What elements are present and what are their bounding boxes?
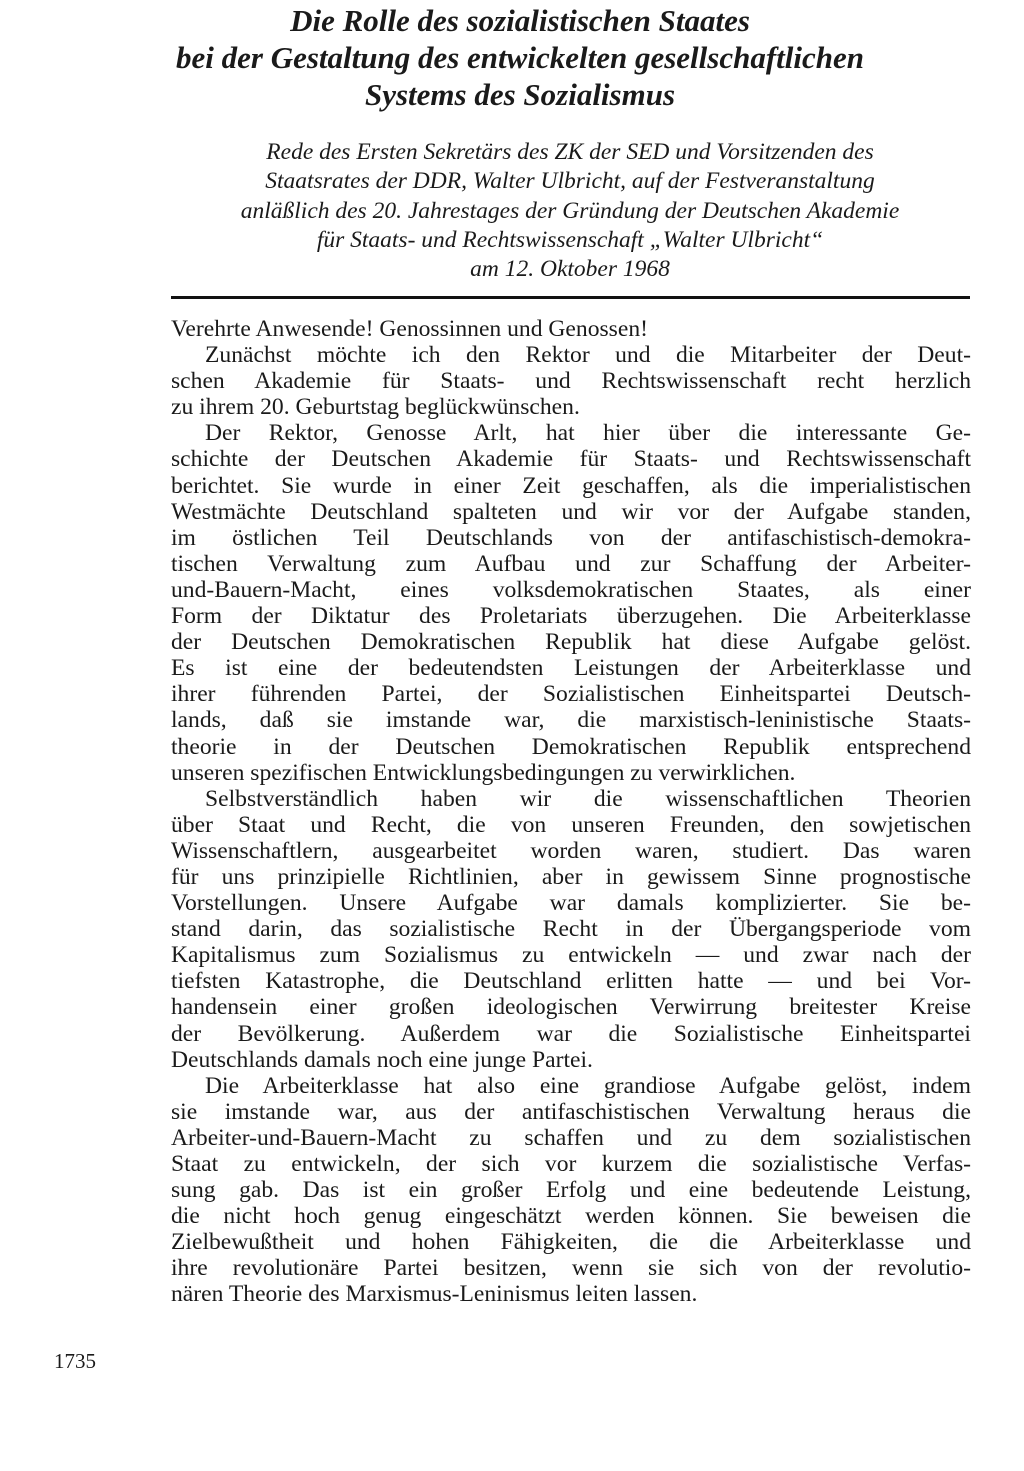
text-line: tischen Verwaltung zum Aufbau und zur Schaffung der Arbeiter- (171, 550, 971, 577)
text-line: Kapitalismus zum Sozialismus zu entwickeln — und zwar nach der (171, 942, 971, 969)
text-line: ihre revolutionäre Partei besitzen, wenn sie sich von der revolutio- (171, 1255, 971, 1282)
text-line: für uns prinzipielle Richtlinien, aber in gewissem Sinne prognostische (171, 863, 971, 890)
text-line: Die Arbeiterklasse hat also eine grandiose Aufgabe gelöst, indem (205, 1072, 971, 1099)
text-line: handensein einer großen ideologischen Verwirrung breitester Kreise (171, 994, 971, 1021)
text-line: Es ist eine der bedeutendsten Leistungen der Arbeiterklasse und (171, 655, 971, 682)
subtitle-line: Rede des Ersten Sekretärs des ZK der SED und Vorsitzenden des (266, 139, 874, 165)
subtitle-line: für Staats- und Rechtswissenschaft „Walter Ulbricht“ (316, 226, 824, 253)
text-line: sung gab. Das ist ein großer Erfolg und eine bedeutende Leistung, (171, 1177, 971, 1204)
text-line: ihrer führenden Partei, der Sozialistischen Einheitspartei Deutsch- (171, 681, 971, 708)
subtitle-line: Staatsrates der DDR, Walter Ulbricht, auf der Festveranstaltung (265, 168, 875, 195)
text-line: Vorstellungen. Unsere Aufgabe war damals komplizierter. Sie be- (171, 890, 971, 917)
speech-subtitle (165, 138, 975, 284)
text-line: Wissenschaftlern, ausgearbeitet worden waren, studiert. Das waren (171, 837, 971, 864)
title-line: Die Rolle des sozialistischen Staates (290, 3, 750, 38)
title-line: Systems des Sozialismus (364, 77, 676, 112)
page-number: 1735 (54, 1349, 96, 1373)
text-line: der Bevölkerung. Außerdem war die Sozialistische Einheitspartei (171, 1020, 971, 1047)
text-line: Zielbewußtheit und hohen Fähigkeiten, die die Arbeiterklasse und (171, 1229, 971, 1256)
text-line: schichte der Deutschen Akademie für Staats- und Rechtswissenschaft (171, 446, 971, 473)
text-line: die nicht hoch genug eingeschätzt werden können. Sie beweisen die (171, 1203, 971, 1230)
page-title (150, 2, 890, 113)
subtitle-line: anläßlich des 20. Jahrestages der Gründung der Deutschen Akademie (240, 197, 900, 224)
text-line: lands, daß sie imstande war, die marxistisch-leninistische Staats- (171, 707, 971, 734)
text-line: tiefsten Katastrophe, die Deutschland erlitten hatte — und bei Vor- (171, 968, 971, 995)
text-line: Deutschlands damals noch eine junge Partei. (171, 1046, 593, 1073)
title-line: bei der Gestaltung des entwickelten gesellschaftlichen (176, 40, 864, 75)
header-divider (171, 296, 970, 299)
text-line: Form der Diktatur des Proletariats überzugehen. Die Arbeiterklasse (171, 603, 971, 630)
text-line: Staat zu entwickeln, der sich vor kurzem die sozialistische Verfas- (171, 1151, 971, 1177)
text-line: Verehrte Anwesende! Genossinnen und Genossen! (171, 316, 648, 342)
text-line: sie imstande war, aus der antifaschistischen Verwaltung heraus die (171, 1098, 971, 1125)
text-line: Zunächst möchte ich den Rektor und die Mitarbeiter der Deut- (205, 342, 971, 369)
text-line: Selbstverständlich haben wir die wissenschaftlichen Theorien (205, 785, 971, 812)
text-line: Westmächte Deutschland spalteten und wir vor der Aufgabe standen, (171, 498, 971, 525)
text-line: im östlichen Teil Deutschlands von der antifaschistisch-demokra- (171, 524, 971, 551)
text-line: der Deutschen Demokratischen Republik hat diese Aufgabe gelöst. (171, 629, 971, 656)
body-text (171, 316, 971, 1308)
text-line: Der Rektor, Genosse Arlt, hat hier über die interessante Ge- (205, 420, 971, 447)
text-line: stand darin, das sozialistische Recht in der Übergangsperiode vom (171, 916, 971, 943)
text-line: schen Akademie für Staats- und Rechtswissenschaft recht herzlich (171, 368, 971, 395)
text-line: Arbeiter-und-Bauern-Macht zu schaffen und zu dem sozialistischen (171, 1124, 971, 1151)
text-line: unseren spezifischen Entwicklungsbedingungen zu verwirklichen. (171, 759, 796, 786)
text-line: und-Bauern-Macht, eines volksdemokratischen Staates, als einer (171, 576, 971, 603)
text-line: berichtet. Sie wurde in einer Zeit geschaffen, als die imperialistischen (171, 472, 971, 499)
text-line: nären Theorie des Marxismus-Leninismus leiten lassen. (171, 1281, 698, 1308)
text-line: zu ihrem 20. Geburtstag beglückwünschen. (171, 394, 580, 421)
text-line: theorie in der Deutschen Demokratischen Republik entsprechend (171, 733, 971, 760)
text-line: über Staat und Recht, die von unseren Freunden, den sowjetischen (171, 811, 971, 838)
subtitle-line: am 12. Oktober 1968 (470, 256, 670, 283)
